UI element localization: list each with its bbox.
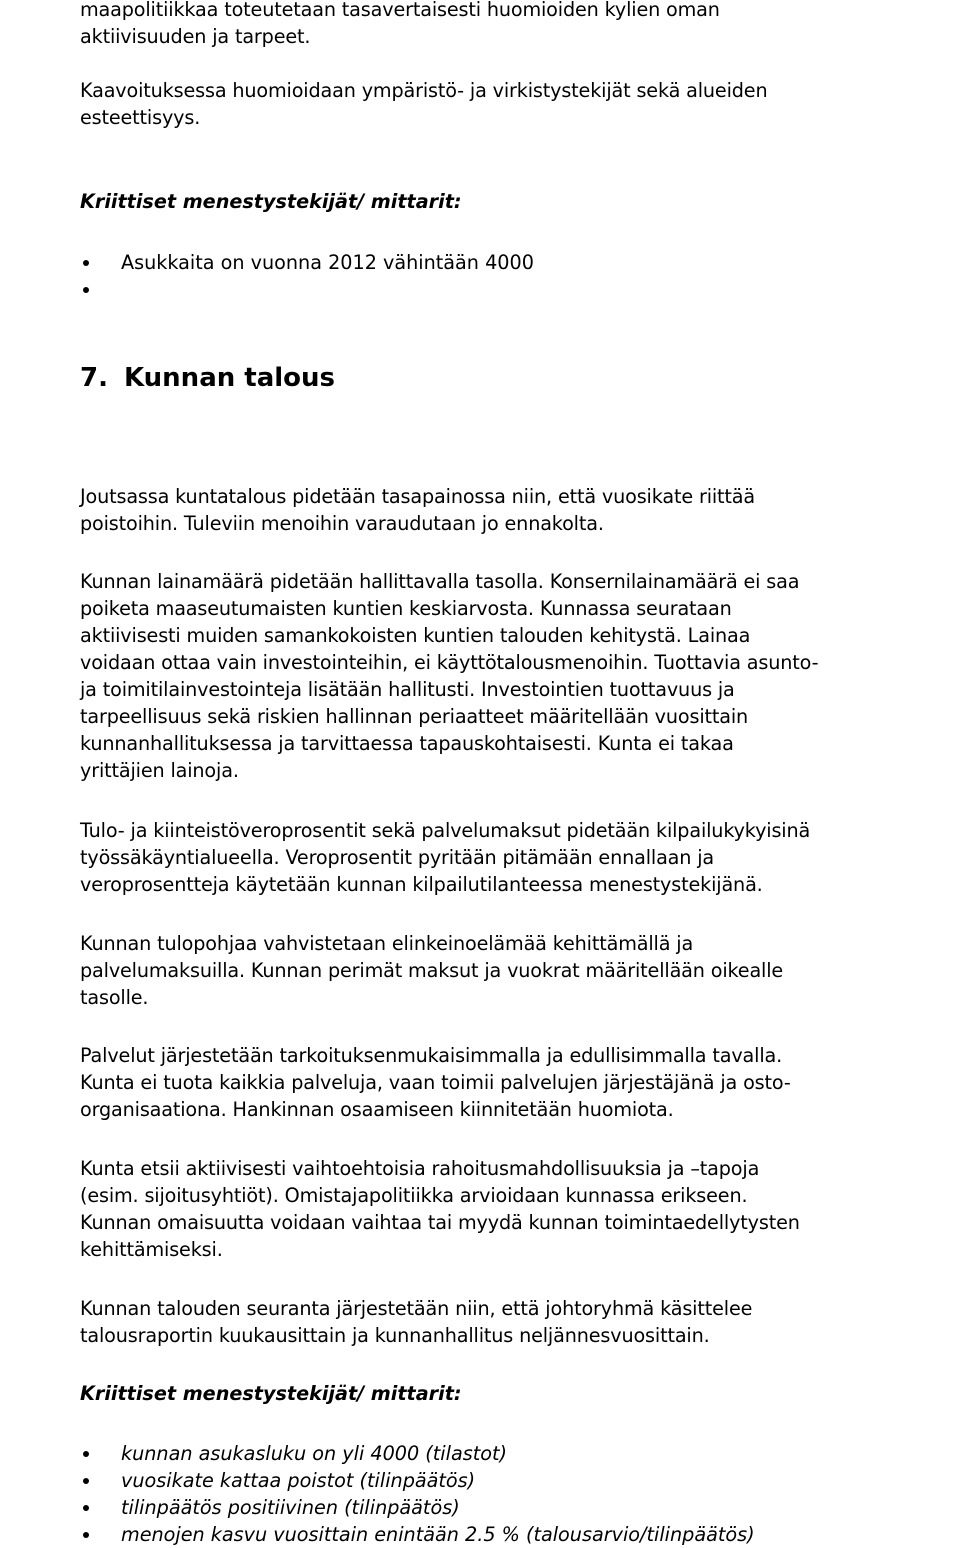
list-item-text: menojen kasvu vuosittain enintään 2.5 % (talousarvio/tilinpäätös) <box>121 1523 755 1546</box>
bullet-icon <box>83 260 89 266</box>
body-paragraph <box>80 1295 955 1349</box>
text-line: poistoihin. Tuleviin menoihin varaudutaan jo ennakolta. <box>80 512 604 535</box>
text-line: Kunnan omaisuutta voidaan vaihtaa tai myydä kunnan toimintaedellytysten <box>80 1211 800 1234</box>
text-line: organisaationa. Hankinnan osaamiseen kiinnitetään huomiota. <box>80 1098 674 1121</box>
section-heading <box>80 362 335 394</box>
bullet-icon <box>83 1478 89 1484</box>
text-line: palvelumaksuilla. Kunnan perimät maksut ja vuokrat määritellään oikealle <box>80 959 784 982</box>
section-number: 7. <box>80 363 108 393</box>
bullet-icon <box>83 1451 89 1457</box>
criteria-list <box>0 1440 875 1548</box>
text-line: aktiivisesti muiden samankokoisten kuntien talouden kehitystä. Lainaa <box>80 624 751 647</box>
list-item-text: Asukkaita on vuonna 2012 vähintään 4000 <box>121 251 534 274</box>
list-item-text: kunnan asukasluku on yli 4000 (tilastot) <box>121 1442 507 1465</box>
list-item <box>0 1440 875 1467</box>
text-line: Kunnan talouden seuranta järjestetään niin, että johtoryhmä käsittelee <box>80 1297 753 1320</box>
body-paragraph <box>80 483 955 537</box>
text-line: Joutsassa kuntatalous pidetään tasapainossa niin, että vuosikate riittää <box>80 485 756 508</box>
intro-paragraph <box>80 0 955 50</box>
text-line: Kunnan lainamäärä pidetään hallittavalla tasolla. Konsernilainamäärä ei saa <box>80 570 800 593</box>
section-title: Kunnan talous <box>123 363 336 393</box>
criteria-heading: Kriittiset menestystekijät/ mittarit: <box>80 190 462 213</box>
body-paragraph <box>80 817 955 898</box>
text-line: aktiivisuuden ja tarpeet. <box>80 25 311 48</box>
text-line: ja toimitilainvestointeja lisätään hallitusti. Investointien tuottavuus ja <box>80 678 735 701</box>
text-line: Kunta ei tuota kaikkia palveluja, vaan toimii palvelujen järjestäjänä ja osto- <box>80 1071 791 1094</box>
bullet-icon <box>83 1532 89 1538</box>
intro-paragraph <box>80 77 955 131</box>
body-paragraph <box>80 930 955 1011</box>
list-item <box>0 276 875 303</box>
list-item <box>0 1467 875 1494</box>
text-line: maapolitiikkaa toteutetaan tasavertaisesti huomioiden kylien oman <box>80 0 720 21</box>
text-line: työssäkäyntialueella. Veroprosentit pyritään pitämään ennallaan ja <box>80 846 715 869</box>
text-line: poiketa maaseutumaisten kuntien keskiarvosta. Kunnassa seurataan <box>80 597 732 620</box>
text-line: esteettisyys. <box>80 106 201 129</box>
list-item <box>0 1521 875 1548</box>
body-paragraph <box>80 1042 955 1123</box>
text-line: veroprosentteja käytetään kunnan kilpailutilanteessa menestystekijänä. <box>80 873 763 896</box>
text-line: Kaavoituksessa huomioidaan ympäristö- ja virkistystekijät sekä alueiden <box>80 79 768 102</box>
text-line: Tulo- ja kiinteistöveroprosentit sekä palvelumaksut pidetään kilpailukykyisinä <box>80 819 811 842</box>
list-item <box>0 249 875 276</box>
list-item-text: tilinpäätös positiivinen (tilinpäätös) <box>121 1496 460 1519</box>
criteria-heading: Kriittiset menestystekijät/ mittarit: <box>80 1382 462 1405</box>
text-line: Kunnan tulopohjaa vahvistetaan elinkeinoelämää kehittämällä ja <box>80 932 694 955</box>
body-paragraph <box>80 1155 955 1263</box>
bullet-icon <box>83 1505 89 1511</box>
text-line: tasolle. <box>80 986 149 1009</box>
text-line: Palvelut järjestetään tarkoituksenmukaisimmalla ja edullisimmalla tavalla. <box>80 1044 783 1067</box>
body-paragraph <box>80 568 955 784</box>
list-item-text: vuosikate kattaa poistot (tilinpäätös) <box>121 1469 476 1492</box>
criteria-list <box>0 249 875 303</box>
list-item <box>0 1494 875 1521</box>
text-line: Kunta etsii aktiivisesti vaihtoehtoisia rahoitusmahdollisuuksia ja –tapoja <box>80 1157 760 1180</box>
text-line: voidaan ottaa vain investointeihin, ei käyttötalousmenoihin. Tuottavia asunto- <box>80 651 819 674</box>
text-line: (esim. sijoitusyhtiöt). Omistajapolitiikka arvioidaan kunnassa erikseen. <box>80 1184 748 1207</box>
text-line: tarpeellisuus sekä riskien hallinnan periaatteet määritellään vuosittain <box>80 705 749 728</box>
text-line: kehittämiseksi. <box>80 1238 223 1261</box>
bullet-icon <box>83 287 89 293</box>
text-line: yrittäjien lainoja. <box>80 759 239 782</box>
text-line: talousraportin kuukausittain ja kunnanhallitus neljännesvuosittain. <box>80 1324 710 1347</box>
text-line: kunnanhallituksessa ja tarvittaessa tapauskohtaisesti. Kunta ei takaa <box>80 732 734 755</box>
